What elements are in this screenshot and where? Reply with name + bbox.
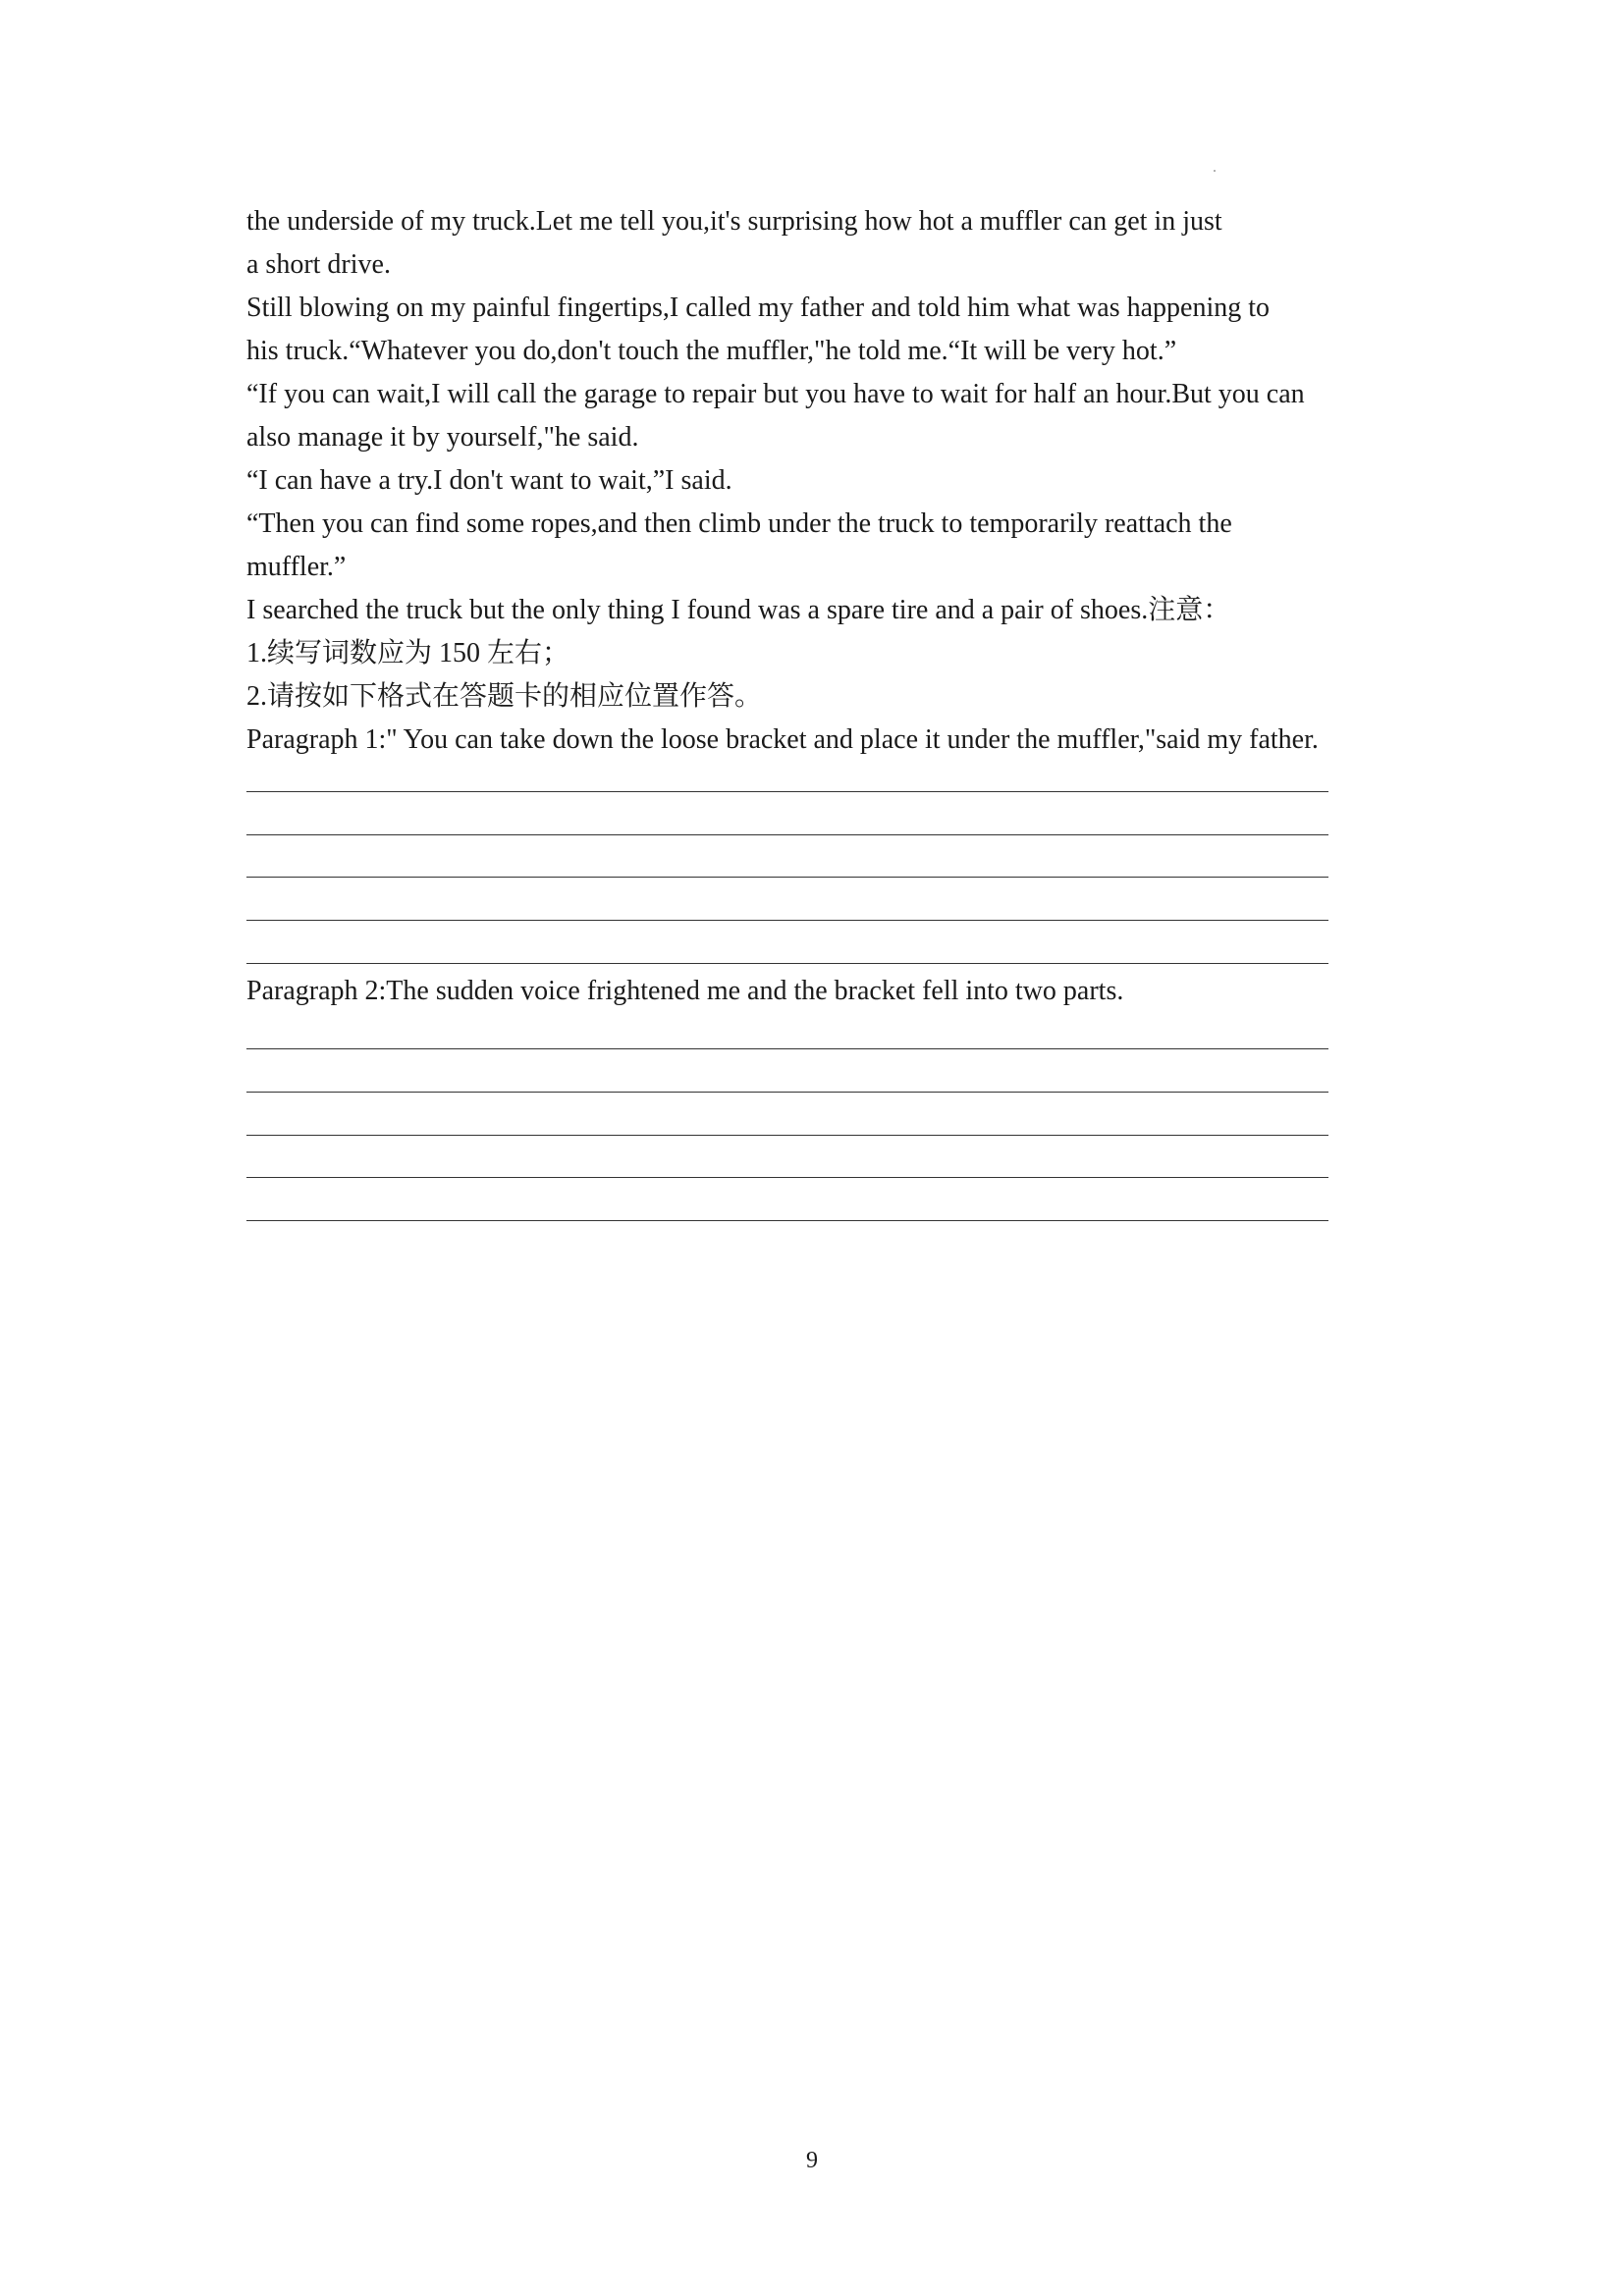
body-line: muffler.” — [246, 552, 347, 582]
body-line: “I can have a try.I don't want to wait,”I said. — [246, 465, 732, 496]
writing-line[interactable] — [246, 963, 1328, 964]
instruction-line: 2.请按如下格式在答题卡的相应位置作答。 — [246, 681, 763, 712]
paragraph1-heading: Paragraph 1:" You can take down the loose bracket and place it under the muffler,"said my father. — [246, 724, 1319, 755]
body-line: “Then you can find some ropes,and then climb under the truck to temporarily reattach the — [246, 508, 1232, 539]
paragraph2-heading: Paragraph 2:The sudden voice frightened me and the bracket fell into two parts. — [246, 976, 1124, 1006]
writing-line[interactable] — [246, 877, 1328, 878]
body-line: “If you can wait,I will call the garage to repair but you have to wait for half an hour.But you can — [246, 379, 1305, 409]
writing-line[interactable] — [246, 1220, 1328, 1221]
body-line: the underside of my truck.Let me tell you,it's surprising how hot a muffler can get in just — [246, 206, 1222, 237]
writing-line[interactable] — [246, 920, 1328, 921]
writing-line[interactable] — [246, 1092, 1328, 1093]
writing-line[interactable] — [246, 791, 1328, 792]
page-number: 9 — [806, 2148, 818, 2173]
scan-speck — [1214, 170, 1216, 172]
writing-line[interactable] — [246, 1048, 1328, 1049]
writing-line[interactable] — [246, 834, 1328, 835]
body-line: I searched the truck but the only thing I found was a spare tire and a pair of shoes.注意： — [246, 595, 1231, 625]
writing-line[interactable] — [246, 1177, 1328, 1178]
body-line: Still blowing on my painful fingertips,I called my father and told him what was happening to — [246, 293, 1271, 323]
story-text — [246, 200, 1405, 762]
body-line: his truck.“Whatever you do,don't touch the muffler,"he told me.“It will be very hot.” — [246, 336, 1177, 366]
instruction-line: 1.续写词数应为 150 左右； — [246, 638, 570, 668]
body-line: a short drive. — [246, 249, 391, 280]
body-line: also manage it by yourself,"he said. — [246, 422, 639, 453]
writing-line[interactable] — [246, 1135, 1328, 1136]
